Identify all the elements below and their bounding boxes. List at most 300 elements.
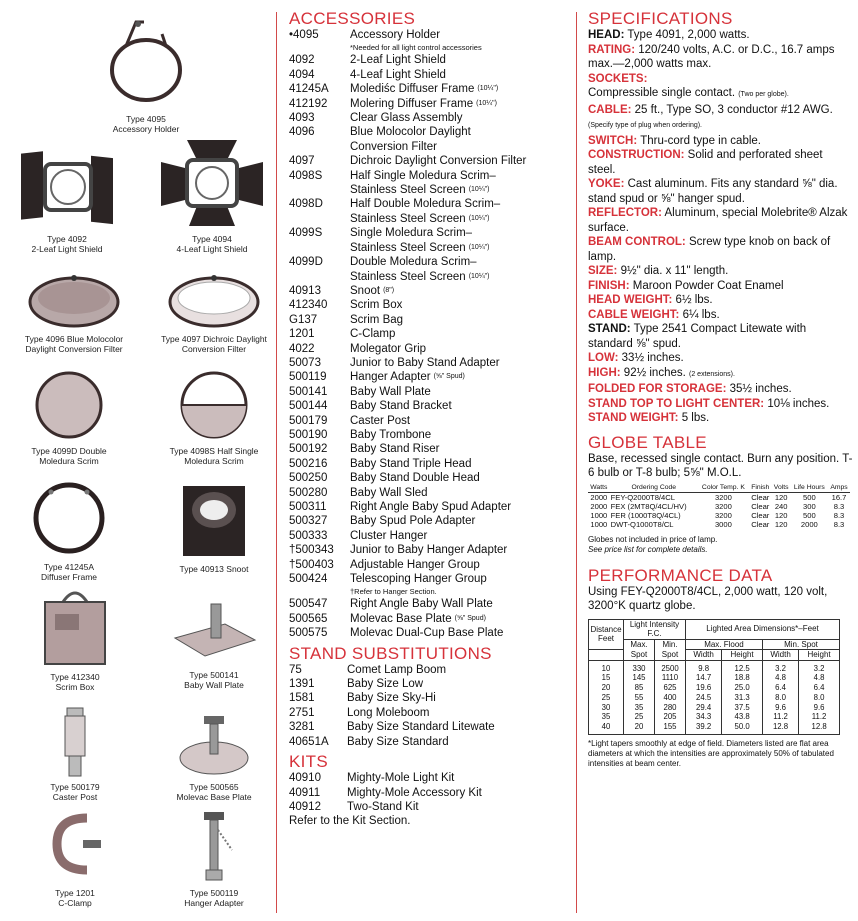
baby-wall-plate-image bbox=[169, 600, 259, 666]
perf-head-width-2: Width bbox=[762, 650, 798, 661]
accessory-row bbox=[289, 241, 571, 255]
perf-cell: 145 bbox=[624, 673, 655, 683]
perf-cell: 9.6 bbox=[762, 703, 798, 713]
perf-head-maxspot: Max. Spot bbox=[624, 639, 655, 660]
accessory-number: 4094 bbox=[289, 68, 315, 81]
c-clamp-image bbox=[47, 810, 103, 884]
accessory-number: 1201 bbox=[289, 328, 315, 341]
globe-row bbox=[588, 511, 850, 520]
globe-cell: 3000 bbox=[714, 519, 732, 529]
scrim-box-image bbox=[37, 584, 113, 668]
specifications-section bbox=[588, 10, 854, 769]
product-500141: Type 500141 Baby Wall Plate bbox=[152, 600, 276, 690]
globe-cell: 2000 bbox=[800, 519, 818, 529]
perf-cell: 8.0 bbox=[799, 693, 840, 703]
perf-cell: 55 bbox=[624, 693, 655, 703]
accessory-number: 4093 bbox=[289, 112, 315, 125]
accessory-number: 500333 bbox=[289, 529, 328, 542]
stand-number: 75 bbox=[289, 663, 302, 676]
globe-header: Life Hours bbox=[791, 484, 828, 493]
accessory-row bbox=[289, 597, 571, 611]
perf-cell: 30 bbox=[589, 703, 624, 713]
accessory-row bbox=[289, 385, 571, 399]
accessory-row bbox=[289, 370, 571, 384]
perf-cell: 8.0 bbox=[762, 693, 798, 703]
perf-cell: 29.4 bbox=[686, 703, 722, 713]
perf-cell: 39.2 bbox=[686, 722, 722, 734]
product-4094: Type 4094 4-Leaf Light Shield bbox=[152, 134, 272, 254]
globe-cell: 3200 bbox=[714, 510, 732, 520]
accessory-name: Molevac Dual-Cup Base Plate bbox=[350, 627, 504, 640]
accessory-name: Junior to Baby Hanger Adapter bbox=[350, 544, 508, 557]
globe-note-1: Globes not included in price of lamp. bbox=[588, 534, 718, 544]
perf-cell: 10 bbox=[589, 660, 624, 673]
accessory-name: Hanger Adapter bbox=[350, 371, 431, 384]
accessory-note: *Needed for all light control accessories bbox=[350, 43, 482, 53]
perf-cell: 25.0 bbox=[722, 683, 763, 693]
perf-cell: 12.8 bbox=[762, 722, 798, 734]
accessory-name: Right Angle Baby Wall Plate bbox=[350, 598, 493, 611]
perf-cell: 11.2 bbox=[762, 712, 798, 722]
accessory-name: Right Angle Baby Spud Adapter bbox=[350, 501, 512, 513]
perf-intro: Using FEY-Q2000T8/4CL, 2,000 watt, 120 volt, 3200°K quartz globe. bbox=[588, 585, 828, 612]
accessory-row bbox=[289, 298, 571, 312]
half-scrim-image bbox=[179, 368, 249, 442]
product-4096: Type 4096 Blue Molocolor Daylight Conversion Filter bbox=[14, 272, 134, 354]
perf-cell: 280 bbox=[655, 703, 686, 713]
accessory-number: 500190 bbox=[289, 428, 328, 441]
globe-cell: 1000 bbox=[590, 519, 608, 529]
stand-name: Baby Size Standard Litewate bbox=[347, 721, 495, 734]
column-divider-left bbox=[276, 12, 277, 913]
perf-head-width-1: Width bbox=[686, 650, 722, 661]
accessory-size: (⅝" Spud) bbox=[433, 373, 465, 381]
product-4098s: Type 4098S Half Single Moledura Scrim bbox=[152, 368, 276, 466]
kit-name: Mighty-Mole Light Kit bbox=[347, 772, 455, 785]
perf-row bbox=[589, 703, 840, 713]
accessory-row bbox=[289, 612, 571, 626]
accessory-size: (10¼") bbox=[477, 85, 499, 93]
stand-row bbox=[289, 663, 571, 677]
accessory-number bbox=[289, 183, 350, 197]
perf-cell: 34.3 bbox=[686, 712, 722, 722]
globe-cell: 240 bbox=[774, 501, 788, 511]
globe-cell: Clear bbox=[751, 501, 770, 511]
accessory-name: Molevac Base Plate bbox=[350, 612, 452, 625]
perf-footnote: *Light tapers smoothly at edge of field. Diameters listed are flat area diameters at which the intensities are approximately 50% of tabulated intensities at beam center. bbox=[588, 739, 834, 769]
accessory-row bbox=[289, 442, 571, 456]
accessory-name: Baby Stand Bracket bbox=[350, 400, 452, 413]
accessory-name: Accessory Holder bbox=[350, 29, 441, 41]
perf-cell: 18.8 bbox=[722, 673, 763, 683]
globe-cell: 8.3 bbox=[833, 519, 845, 529]
perf-cell: 14.7 bbox=[686, 673, 722, 683]
perf-cell: 9.8 bbox=[686, 660, 722, 673]
perf-cell: 43.8 bbox=[722, 712, 763, 722]
perf-cell: 20 bbox=[624, 722, 655, 734]
accessory-name: Baby Spud Pole Adapter bbox=[350, 515, 476, 528]
accessory-size: (10¼") bbox=[468, 272, 490, 280]
accessory-row bbox=[289, 471, 571, 485]
accessory-row bbox=[289, 154, 571, 168]
accessory-number: 500547 bbox=[289, 598, 328, 611]
perf-head-area: Lighted Area Dimensions*–Feet bbox=[686, 619, 840, 639]
accessory-number: †500403 bbox=[289, 558, 334, 571]
globe-header: Amps bbox=[828, 484, 850, 493]
product-4092: Type 4092 2-Leaf Light Shield bbox=[12, 144, 122, 254]
product-500179: Type 500179 Caster Post bbox=[20, 706, 130, 802]
stand-row bbox=[289, 720, 571, 734]
perf-cell: 35 bbox=[624, 703, 655, 713]
accessory-name: Stainless Steel Screen bbox=[350, 241, 466, 254]
perf-cell: 400 bbox=[655, 693, 686, 703]
perf-cell: 12.8 bbox=[799, 722, 840, 734]
accessory-row bbox=[289, 68, 571, 82]
globe-header: Watts bbox=[588, 484, 610, 493]
accessory-name: Stainless Steel Screen bbox=[350, 212, 466, 225]
product-1201: Type 1201 C-Clamp bbox=[20, 810, 130, 908]
accessory-number bbox=[289, 212, 350, 226]
accessory-number: •4095 bbox=[289, 29, 319, 41]
globe-cell: Clear bbox=[751, 519, 770, 529]
perf-cell: 24.5 bbox=[686, 693, 722, 703]
product-4095: Type 4095 Accessory Holder bbox=[96, 16, 196, 134]
stand-name: Long Moleboom bbox=[347, 706, 430, 719]
kit-number: 40910 bbox=[289, 772, 321, 785]
stand-title: STAND SUBSTITUTIONS bbox=[289, 643, 492, 663]
accessory-name: Molediśc Diffuser Frame bbox=[350, 83, 475, 96]
perf-cell: 9.6 bbox=[799, 703, 840, 713]
kits-footer: Refer to the Kit Section. bbox=[289, 815, 411, 828]
kit-name: Two-Stand Kit bbox=[347, 800, 419, 813]
perf-cell: 1110 bbox=[655, 673, 686, 683]
accessory-number: 500424 bbox=[289, 573, 328, 586]
accessory-name: Molegator Grip bbox=[350, 342, 427, 355]
product-4099d: Type 4099D Double Moledura Scrim bbox=[14, 368, 124, 466]
performance-table bbox=[588, 619, 840, 736]
accessory-name: Caster Post bbox=[350, 414, 411, 427]
globe-note-2: See price list for complete details. bbox=[588, 544, 708, 554]
accessory-name: Snoot bbox=[350, 284, 381, 297]
accessory-row bbox=[289, 270, 571, 284]
diffuser-frame-image bbox=[31, 478, 107, 558]
perf-head-maxflood: Max. Flood bbox=[686, 639, 763, 650]
accessory-row bbox=[289, 514, 571, 528]
accessory-number: 500565 bbox=[289, 612, 328, 625]
perf-cell: 3.2 bbox=[762, 660, 798, 673]
accessory-name: Baby Stand Double Head bbox=[350, 472, 480, 485]
globe-cell: 120 bbox=[774, 519, 788, 529]
globe-title: GLOBE TABLE bbox=[588, 432, 707, 452]
accessory-row bbox=[289, 543, 571, 557]
perf-cell: 20 bbox=[589, 683, 624, 693]
perf-cell: 50.0 bbox=[722, 722, 763, 734]
blue-filter-image bbox=[26, 272, 122, 330]
perf-cell: 155 bbox=[655, 722, 686, 734]
accessories-section bbox=[289, 10, 571, 829]
perf-cell: 205 bbox=[655, 712, 686, 722]
accessory-row bbox=[289, 327, 571, 341]
kits-title: KITS bbox=[289, 752, 328, 772]
accessory-note: †Refer to Hanger Section. bbox=[350, 587, 437, 597]
accessory-size: (10¼") bbox=[468, 243, 490, 251]
perf-cell: 37.5 bbox=[722, 703, 763, 713]
perf-head-intensity: Light Intensity F.C. bbox=[624, 619, 686, 639]
accessory-name: Baby Trombone bbox=[350, 428, 432, 441]
four-leaf-shield-image bbox=[157, 134, 267, 230]
accessory-number: 500179 bbox=[289, 414, 328, 427]
accessory-number bbox=[289, 241, 350, 255]
accessory-name: Baby Stand Triple Head bbox=[350, 457, 472, 470]
accessory-number: 4092 bbox=[289, 54, 315, 67]
accessory-name: Baby Wall Sled bbox=[350, 486, 428, 499]
accessory-name: Junior to Baby Stand Adapter bbox=[350, 356, 500, 369]
accessory-number: 500144 bbox=[289, 400, 328, 413]
accessory-size: (8") bbox=[383, 286, 395, 294]
globe-cell: FEY-Q2000T8/4CL bbox=[610, 492, 675, 502]
accessory-name: Scrim Box bbox=[350, 299, 403, 312]
globe-cell: 2000 bbox=[590, 501, 608, 511]
kit-row bbox=[289, 786, 571, 800]
globe-header: Ordering Code bbox=[610, 484, 698, 493]
accessory-row bbox=[289, 313, 571, 327]
accessory-row bbox=[289, 356, 571, 370]
accessory-number: 50073 bbox=[289, 356, 321, 369]
caster-post-image bbox=[55, 706, 95, 778]
accessory-number: 4097 bbox=[289, 155, 315, 168]
accessory-name: Half Double Moledura Scrim– bbox=[350, 198, 501, 211]
globe-cell: Clear bbox=[751, 510, 770, 520]
accessory-number: 4099D bbox=[289, 256, 323, 269]
accessory-number: 500119 bbox=[289, 371, 327, 384]
accessory-holder-image bbox=[106, 16, 186, 110]
accessories-title: ACCESSORIES bbox=[289, 9, 416, 28]
globe-cell: 1000 bbox=[590, 510, 608, 520]
accessory-row bbox=[289, 414, 571, 428]
accessory-row bbox=[289, 111, 571, 125]
accessory-row bbox=[289, 500, 571, 514]
specs-body: HEAD: Type 4091, 2,000 watts. RATING: 120/240 volts, A.C. or D.C., 16.7 amps max.—2,000 watts max. SOCKETS: Compressible single contact. (Two per globe). CABLE: 25 ft., Type SO, 3 conductor #12 AWG. (Specify type of plug when ordering). SWITCH: Thru-cord type in cable. CONSTRUCTION: Solid and perforated sheet steel. YOKE: Cast aluminum. Fits any standard ⅝" dia. stand spud or ⅝" hanger spud. REFLECTOR: Aluminum, special Molebrite® Alzak surface. BEAM CONTROL: Screw type knob on back of lamp. SIZE: 9½" dia. x 11" length. FINISH: Maroon Powder Coat Enamel HEAD WEIGHT: 6½ lbs. CABLE WEIGHT: 6¼ lbs. STAND: Type 2541 Compact Litewate with standard ⅝" spud. LOW: 33½ inches. HIGH: 92½ inches. (2 extensions). FOLDED FOR STORAGE: 35½ inches. STAND TOP TO LIGHT CENTER: 10⅛ inches. STAND WEIGHT: 5 lbs. bbox=[588, 29, 848, 424]
perf-cell: 6.4 bbox=[799, 683, 840, 693]
perf-cell: 11.2 bbox=[799, 712, 840, 722]
perf-cell: 3.2 bbox=[799, 660, 840, 673]
accessory-number: 40913 bbox=[289, 284, 321, 297]
accessory-number: 500192 bbox=[289, 443, 328, 456]
perf-cell: 2500 bbox=[655, 660, 686, 673]
product-41245a: Type 41245A Diffuser Frame bbox=[14, 478, 124, 582]
accessory-name: 4-Leaf Light Shield bbox=[350, 68, 446, 81]
perf-cell: 4.8 bbox=[799, 673, 840, 683]
perf-head-minspot: Min. Spot bbox=[655, 639, 686, 660]
perf-head-distance: Distance Feet bbox=[589, 619, 624, 650]
stand-number: 40651A bbox=[289, 735, 329, 748]
globe-header: Color Temp. K bbox=[698, 484, 749, 493]
accessory-row bbox=[289, 197, 571, 211]
product-4097: Type 4097 Dichroic Daylight Conversion Filter bbox=[152, 272, 276, 354]
accessory-row bbox=[289, 140, 571, 154]
accessory-row bbox=[289, 255, 571, 269]
perf-cell: 31.3 bbox=[722, 693, 763, 703]
globe-cell: 3200 bbox=[714, 501, 732, 511]
accessory-number: 4098D bbox=[289, 198, 323, 211]
accessory-number: 41245A bbox=[289, 83, 329, 96]
accessory-size: (10¼") bbox=[476, 99, 497, 107]
accessory-name: Clear Glass Assembly bbox=[350, 112, 463, 125]
hanger-adapter-image bbox=[186, 810, 242, 884]
specs-title: SPECIFICATIONS bbox=[588, 9, 733, 28]
accessory-name: Half Single Moledura Scrim– bbox=[350, 169, 496, 182]
accessory-name: Baby Stand Riser bbox=[350, 443, 440, 456]
globe-header: Volts bbox=[772, 484, 791, 493]
accessory-size: (10¼") bbox=[468, 186, 490, 194]
accessory-name: Conversion Filter bbox=[350, 140, 437, 153]
accessory-number: 500216 bbox=[289, 457, 328, 470]
kits-list bbox=[289, 771, 571, 814]
accessory-name: Stainless Steel Screen bbox=[350, 184, 466, 197]
accessory-row bbox=[289, 226, 571, 240]
product-40913: Type 40913 Snoot bbox=[152, 478, 276, 574]
kit-name: Mighty-Mole Accessory Kit bbox=[347, 786, 482, 799]
perf-row bbox=[589, 722, 840, 734]
globe-row bbox=[588, 520, 850, 529]
stand-list bbox=[289, 663, 571, 749]
accessory-name: Telescoping Hanger Group bbox=[350, 573, 487, 586]
globe-cell: 500 bbox=[803, 492, 816, 502]
accessory-number bbox=[289, 270, 350, 284]
stand-number: 1391 bbox=[289, 678, 315, 691]
kit-row bbox=[289, 800, 571, 814]
accessory-number: G137 bbox=[289, 313, 318, 326]
accessory-number: 500327 bbox=[289, 515, 328, 528]
accessory-size: (10¼") bbox=[468, 214, 490, 222]
product-500119: Type 500119 Hanger Adapter bbox=[152, 810, 276, 908]
accessory-row bbox=[289, 626, 571, 640]
globe-table bbox=[588, 484, 850, 529]
accessory-row bbox=[289, 342, 571, 356]
dichroic-filter-image bbox=[166, 272, 262, 330]
accessory-size: (⅝" Spud) bbox=[454, 614, 486, 622]
accessory-row bbox=[289, 82, 571, 96]
accessory-number: 412192 bbox=[289, 97, 328, 110]
stand-row bbox=[289, 677, 571, 691]
kit-number: 40911 bbox=[289, 786, 321, 799]
globe-row bbox=[588, 502, 850, 511]
kit-row bbox=[289, 771, 571, 785]
globe-header: Finish bbox=[749, 484, 772, 493]
stand-number: 3281 bbox=[289, 721, 315, 734]
accessory-name: Molering Diffuser Frame bbox=[350, 97, 474, 110]
globe-cell: 500 bbox=[803, 510, 816, 520]
accessory-row bbox=[289, 97, 571, 111]
perf-cell: 25 bbox=[589, 693, 624, 703]
accessory-name: Baby Wall Plate bbox=[350, 385, 431, 398]
accessory-number: 500280 bbox=[289, 486, 328, 499]
accessory-row bbox=[289, 529, 571, 543]
accessory-name: 2-Leaf Light Shield bbox=[350, 54, 446, 67]
perf-title: PERFORMANCE DATA bbox=[588, 565, 773, 585]
accessory-name: Blue Molocolor Daylight bbox=[350, 126, 471, 139]
perf-cell: 12.5 bbox=[722, 660, 763, 673]
kit-number: 40912 bbox=[289, 800, 321, 813]
accessory-number: 4098S bbox=[289, 169, 323, 182]
globe-cell: FEX (2MT8Q/4CL/HV) bbox=[610, 501, 687, 511]
accessory-row bbox=[289, 125, 571, 139]
accessory-row bbox=[289, 212, 571, 226]
perf-cell: 625 bbox=[655, 683, 686, 693]
accessory-number: 500141 bbox=[289, 385, 328, 398]
accessory-row bbox=[289, 53, 571, 67]
stand-name: Baby Size Standard bbox=[347, 735, 449, 748]
accessory-number: 4022 bbox=[289, 342, 315, 355]
perf-row bbox=[589, 660, 840, 673]
perf-cell: 40 bbox=[589, 722, 624, 734]
accessory-number: †500343 bbox=[289, 544, 334, 557]
accessory-name: Adjustable Hanger Group bbox=[350, 558, 480, 571]
perf-cell: 85 bbox=[624, 683, 655, 693]
globe-cell: Clear bbox=[751, 492, 770, 502]
accessory-row bbox=[289, 284, 571, 298]
accessory-row bbox=[289, 428, 571, 442]
perf-cell: 330 bbox=[624, 660, 655, 673]
stand-row bbox=[289, 691, 571, 705]
perf-cell: 15 bbox=[589, 673, 624, 683]
double-scrim-image bbox=[34, 368, 104, 442]
globe-row bbox=[588, 492, 850, 502]
globe-cell: 8.3 bbox=[833, 510, 845, 520]
accessory-number: 500575 bbox=[289, 627, 328, 640]
globe-cell: 8.3 bbox=[833, 501, 845, 511]
accessory-row bbox=[289, 572, 571, 586]
perf-row bbox=[589, 683, 840, 693]
product-412340: Type 412340 Scrim Box bbox=[20, 584, 130, 692]
stand-name: Comet Lamp Boom bbox=[347, 663, 447, 676]
accessory-row bbox=[289, 399, 571, 413]
perf-head-height-1: Height bbox=[722, 650, 763, 661]
perf-cell: 4.8 bbox=[762, 673, 798, 683]
accessory-name: Stainless Steel Screen bbox=[350, 270, 466, 283]
globe-cell: FER (1000T8Q/4CL) bbox=[610, 510, 681, 520]
stand-name: Baby Size Sky-Hi bbox=[347, 692, 436, 705]
globe-cell: 120 bbox=[774, 492, 788, 502]
accessory-name: Cluster Hanger bbox=[350, 529, 428, 542]
perf-row bbox=[589, 712, 840, 722]
stand-number: 1581 bbox=[289, 692, 315, 705]
perf-row bbox=[589, 673, 840, 683]
accessory-name: Single Moledura Scrim– bbox=[350, 227, 473, 240]
snoot-image bbox=[177, 478, 251, 560]
stand-number: 2751 bbox=[289, 706, 315, 719]
accessory-number: 500250 bbox=[289, 472, 328, 485]
stand-row bbox=[289, 706, 571, 720]
accessory-row bbox=[289, 486, 571, 500]
molevac-base-image bbox=[174, 714, 254, 778]
accessory-row bbox=[289, 457, 571, 471]
perf-cell: 19.6 bbox=[686, 683, 722, 693]
accessory-number: 412340 bbox=[289, 299, 328, 312]
accessory-row bbox=[289, 28, 571, 42]
accessory-row bbox=[289, 169, 571, 183]
globe-cell: 3200 bbox=[714, 492, 732, 502]
perf-head-minspot2: Min. Spot bbox=[762, 639, 839, 650]
globe-cell: 120 bbox=[774, 510, 788, 520]
product-500565: Type 500565 Molevac Base Plate bbox=[152, 714, 276, 802]
accessory-number: 4096 bbox=[289, 126, 315, 139]
stand-name: Baby Size Low bbox=[347, 678, 424, 691]
accessories-list bbox=[289, 28, 571, 641]
two-leaf-shield-image bbox=[17, 144, 117, 230]
stand-row bbox=[289, 735, 571, 749]
accessory-name: Scrim Bag bbox=[350, 313, 404, 326]
